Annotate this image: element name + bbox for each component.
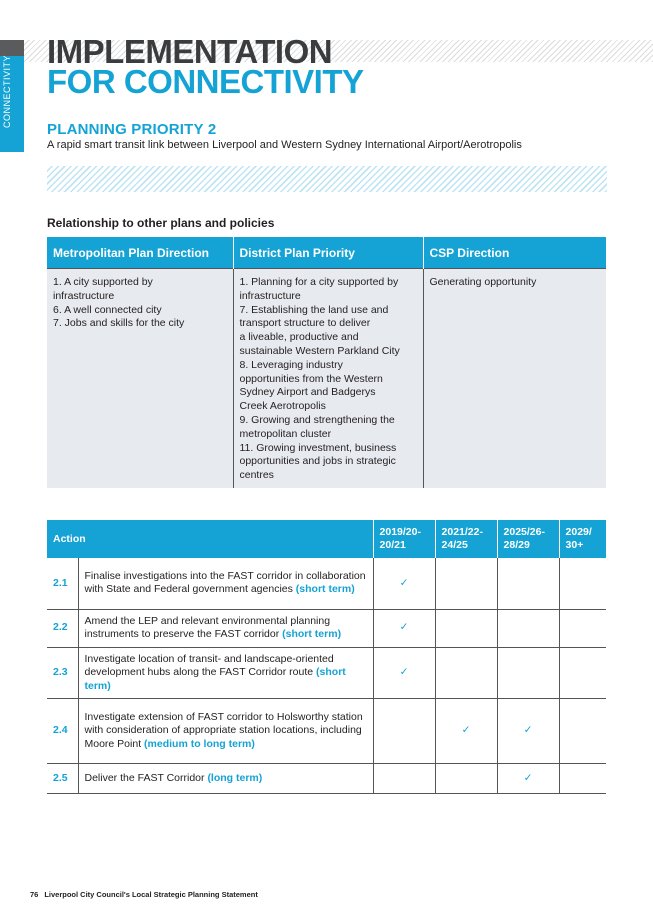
action-number: 2.4	[47, 699, 78, 764]
action-description	[78, 647, 373, 699]
divider-hatch-pattern	[47, 166, 607, 192]
empty-cell	[373, 699, 435, 764]
district-line: 9. Growing and strengthening the	[239, 413, 395, 426]
header-period-2025	[497, 520, 559, 558]
district-line: a liveable, productive and	[239, 331, 359, 344]
footer-text: Liverpool City Council's Local Strategic Planning Statement	[44, 890, 258, 899]
action-description	[78, 609, 373, 647]
metropolitan-line: infrastructure	[53, 289, 115, 302]
period-2025-line1: 2025/26-	[503, 526, 545, 538]
metropolitan-line: 1. A city supported by	[53, 276, 153, 288]
action-number: 2.1	[47, 558, 78, 609]
empty-cell	[435, 647, 497, 699]
district-line: 1. Planning for a city supported by	[239, 276, 399, 288]
checkmark-icon: ✓	[497, 699, 559, 764]
priority-heading: PLANNING PRIORITY 2	[47, 121, 217, 138]
district-line: Creek Aerotropolis	[239, 400, 326, 413]
action-text: Finalise investigations into the FAST corridor in collaboration with State and Federal government agencies	[84, 569, 366, 596]
district-cell	[233, 269, 423, 488]
header-csp: CSP Direction	[423, 237, 606, 269]
action-term: (short term)	[84, 666, 346, 692]
action-text: Deliver the FAST Corridor	[84, 771, 208, 784]
action-term: (medium to long term)	[144, 737, 255, 750]
checkmark-icon: ✓	[373, 558, 435, 609]
action-text: Investigate location of transit- and landscape-oriented development hubs along the FAST Corridor route	[84, 652, 334, 678]
empty-cell	[559, 764, 606, 794]
header-action: Action	[47, 520, 373, 558]
header-metropolitan: Metropolitan Plan Direction	[47, 237, 233, 269]
page-title-line1: IMPLEMENTATION	[47, 33, 333, 70]
district-line: opportunities and jobs in strategic	[239, 455, 396, 468]
checkmark-icon: ✓	[373, 609, 435, 647]
checkmark-icon: ✓	[373, 647, 435, 699]
metropolitan-cell	[47, 269, 233, 488]
action-row	[47, 609, 606, 647]
district-line: transport structure to deliver	[239, 317, 371, 330]
plans-table-row	[47, 269, 606, 488]
empty-cell	[559, 609, 606, 647]
period-2029-line2: 30+	[565, 539, 584, 551]
district-line: metropolitan cluster	[239, 427, 332, 440]
empty-cell	[435, 609, 497, 647]
csp-line: Generating opportunity	[429, 276, 537, 288]
action-description	[78, 558, 373, 609]
relationship-heading: Relationship to other plans and policies	[47, 216, 275, 230]
district-line: 7. Establishing the land use and	[239, 303, 389, 316]
header-period-2021	[435, 520, 497, 558]
header-period-2029	[559, 520, 606, 558]
priority-subtitle: A rapid smart transit link between Liverpool and Western Sydney International Airport/Aerotropolis	[47, 139, 522, 151]
metropolitan-line: 7. Jobs and skills for the city	[53, 317, 185, 330]
action-text: Investigate extension of FAST corridor to Holsworthy station with consideration of appropriate station locations, including Moore Point	[84, 710, 363, 750]
action-term: (long term)	[207, 771, 263, 784]
empty-cell	[497, 647, 559, 699]
district-line: Sydney Airport and Badgerys	[239, 386, 376, 399]
period-2019-line2: 20/21	[379, 539, 406, 551]
district-line: infrastructure	[239, 289, 301, 302]
action-row	[47, 647, 606, 699]
period-2019-line1: 2019/20-	[379, 526, 421, 538]
empty-cell	[435, 558, 497, 609]
page-number: 76	[30, 890, 39, 899]
empty-cell	[497, 558, 559, 609]
page-footer	[30, 890, 258, 899]
district-line: opportunities from the Western	[239, 372, 383, 385]
action-term: (short term)	[282, 628, 342, 640]
action-number: 2.3	[47, 647, 78, 699]
plans-table-header-row	[47, 237, 606, 269]
action-number: 2.2	[47, 609, 78, 647]
district-line: sustainable Western Parkland City	[239, 344, 400, 357]
empty-cell	[435, 764, 497, 794]
side-tab-label: CONNECTIVITY	[2, 54, 12, 128]
action-text: Amend the LEP and relevant environmental planning instruments to preserve the FAST corridor	[84, 614, 331, 640]
period-2025-line2: 28/29	[503, 539, 530, 551]
actions-table	[47, 520, 606, 794]
action-number: 2.5	[47, 764, 78, 794]
empty-cell	[559, 558, 606, 609]
empty-cell	[559, 699, 606, 764]
empty-cell	[373, 764, 435, 794]
action-term: (short term)	[295, 583, 355, 596]
empty-cell	[559, 647, 606, 699]
period-2029-line1: 2029/	[565, 526, 592, 538]
plans-policies-table	[47, 237, 606, 488]
district-line: 11. Growing investment, business	[239, 441, 397, 454]
csp-cell	[423, 269, 606, 488]
header-period-2019	[373, 520, 435, 558]
district-line: centres	[239, 469, 274, 482]
district-line: 8. Leveraging industry	[239, 358, 343, 371]
period-2021-line2: 24/25	[441, 539, 468, 551]
checkmark-icon: ✓	[497, 764, 559, 794]
action-description	[78, 699, 373, 764]
action-row	[47, 764, 606, 794]
metropolitan-line: 6. A well connected city	[53, 303, 162, 316]
period-2021-line1: 2021/22-	[441, 526, 483, 538]
actions-table-header-row	[47, 520, 606, 558]
checkmark-icon: ✓	[435, 699, 497, 764]
header-district: District Plan Priority	[233, 237, 423, 269]
action-description	[78, 764, 373, 794]
action-row	[47, 699, 606, 764]
action-row	[47, 558, 606, 609]
empty-cell	[497, 609, 559, 647]
page-title-line2: FOR CONNECTIVITY	[47, 63, 364, 100]
